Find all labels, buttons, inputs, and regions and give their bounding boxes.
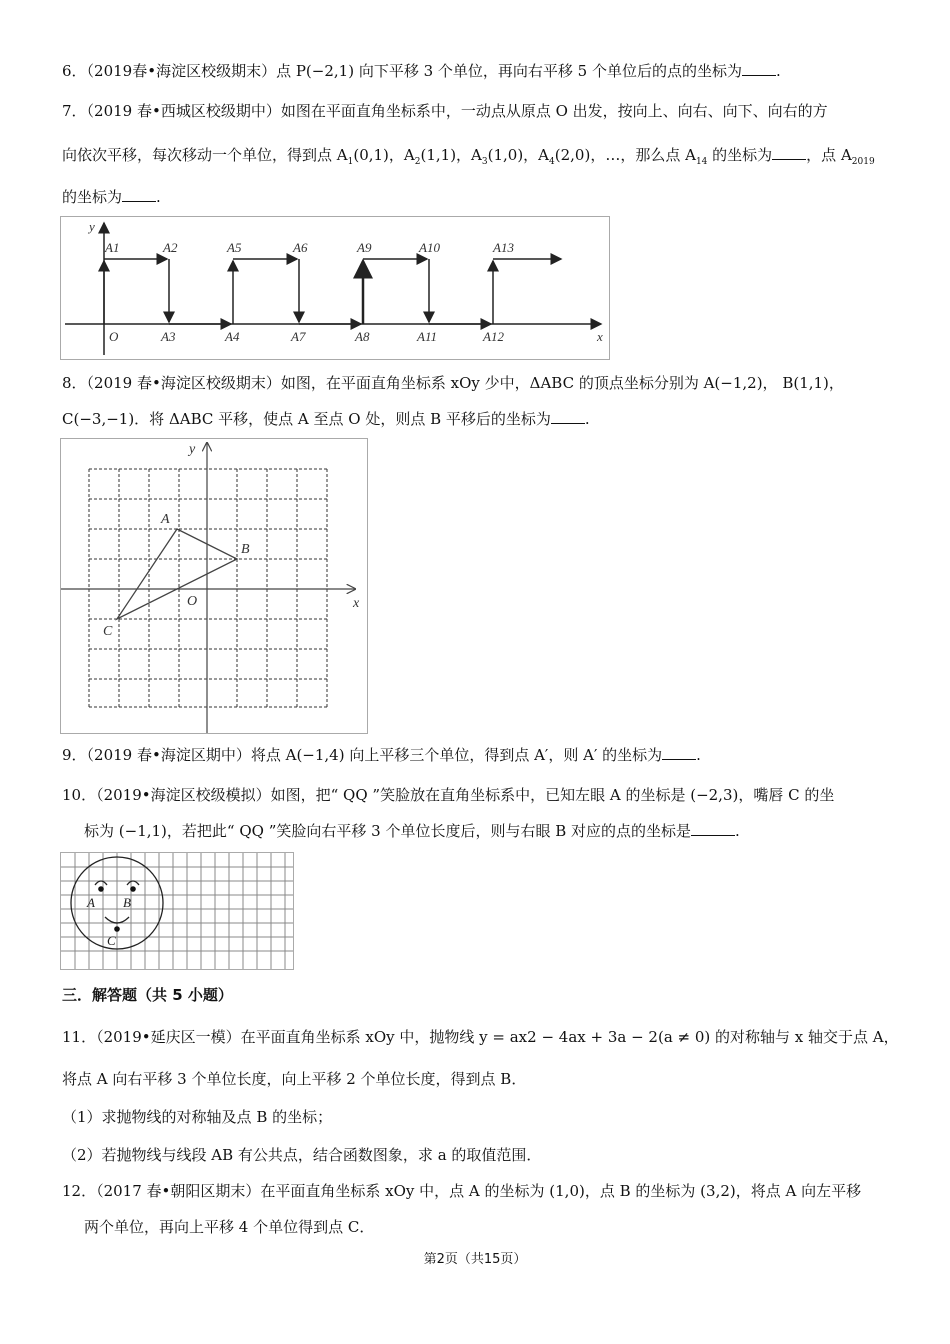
label-a5: A5: [227, 240, 242, 255]
question-11-sub-1: [62, 1106, 332, 1128]
question-number: 8．: [62, 374, 87, 392]
question-10-line-2: [84, 820, 740, 842]
question-text: 的坐标为: [707, 146, 773, 164]
punct: .: [776, 62, 781, 80]
triangle-abc: [117, 529, 237, 619]
subscript: 2019: [851, 157, 875, 167]
punct: .: [735, 822, 740, 840]
question-7-line-1: [62, 100, 828, 122]
label-x: x: [597, 329, 603, 344]
label-a10: A10: [419, 240, 440, 255]
question-text: （2019春•海淀区校级期末）点 P(−2,1) 向下平移 3 个单位，再向右平移 5 个单位后的点的坐标为: [86, 62, 742, 80]
question-7-line-2: [62, 144, 875, 173]
section-title: 三．解答题（共 5 小题）: [62, 986, 233, 1004]
label-x: x: [353, 596, 360, 611]
label-a9: A9: [357, 240, 372, 255]
question-7-line-3: [62, 186, 161, 208]
label-b: B: [241, 542, 250, 557]
right-eye-dot: [130, 886, 136, 892]
question-text: ，点 A: [806, 146, 852, 164]
answer-blank[interactable]: [122, 187, 156, 202]
question-text: （2019•延庆区一模）在平面直角坐标系 xOy 中，抛物线 y = ax2 − 4ax + 3a − 2(a ≠ 0) 的对称轴与 x 轴交于点 A，: [96, 1028, 899, 1046]
label-a13: A13: [493, 240, 514, 255]
question-number: 10．: [62, 786, 97, 804]
section-heading: [62, 984, 233, 1006]
answer-blank[interactable]: [772, 145, 806, 160]
label-a: A: [161, 512, 170, 527]
question-text: （2019•海淀区校级模拟）如图，把“ QQ ”笑脸放在直角坐标系中，已知左眼 A 的坐标是 (−2,3)，嘴唇 C 的坐: [96, 786, 835, 804]
lip-dot: [114, 926, 120, 932]
answer-blank[interactable]: [551, 409, 585, 424]
question-text: 标为 (−1,1)，若把此“ QQ ”笑脸向右平移 3 个单位长度后，则与右眼 B 对应的点的坐标是: [84, 822, 692, 840]
q10-grid-svg: [61, 853, 293, 969]
q7-path-figure: [60, 216, 610, 360]
question-text: （2019 春•海淀区期中）将点 A(−1,4) 向上平移三个单位，得到点 A′，则 A′ 的坐标为: [86, 746, 663, 764]
question-12-line-1: [62, 1180, 861, 1202]
subscript: 1: [347, 157, 354, 167]
question-text: （2）若抛物线与线段 AB 有公共点，结合函数图象，求 a 的取值范围．: [62, 1146, 542, 1164]
question-text: 向依次平移，每次移动一个单位，得到点 A: [62, 146, 348, 164]
question-number: 12．: [62, 1182, 97, 1200]
label-o: O: [109, 329, 119, 344]
q8-triangle-figure: [60, 438, 368, 734]
question-number: 6．: [62, 62, 87, 80]
question-9: [62, 744, 701, 766]
question-10-line-1: [62, 784, 834, 806]
question-text: 的坐标为: [62, 188, 123, 206]
label-a11: A11: [417, 329, 437, 344]
label-a4: A4: [225, 329, 240, 344]
punct: .: [696, 746, 701, 764]
subscript: 3: [481, 157, 488, 167]
answer-blank[interactable]: [691, 821, 735, 836]
question-text: (1,0)，A: [487, 146, 550, 164]
question-number: 11．: [62, 1028, 97, 1046]
label-b: B: [123, 895, 131, 910]
question-12-line-2: [84, 1216, 374, 1238]
page-number: 第2页（共15页）: [423, 1252, 527, 1267]
q7-path-svg: [61, 217, 609, 359]
label-a12: A12: [483, 329, 504, 344]
subscript: 4: [549, 157, 555, 167]
label-a7: A7: [291, 329, 306, 344]
question-8-line-1: [62, 372, 844, 394]
grid-lines: [61, 853, 293, 969]
question-11-line-2: [62, 1068, 526, 1090]
label-c: C: [107, 933, 116, 948]
path-arrows: [104, 259, 561, 324]
question-text: (1,1)，A: [420, 146, 482, 164]
label-a8: A8: [355, 329, 370, 344]
question-text: 两个单位，再向上平移 4 个单位得到点 C．: [84, 1218, 375, 1236]
question-text: （2017 春•朝阳区期末）在平面直角坐标系 xOy 中，点 A 的坐标为 (1,0)，点 B 的坐标为 (3,2)，将点 A 向左平移: [96, 1182, 862, 1200]
left-eye-dot: [98, 886, 104, 892]
question-text: (0,1)，A: [353, 146, 415, 164]
label-o: O: [187, 594, 198, 609]
question-number: 9．: [62, 746, 87, 764]
left-eyebrow: [95, 881, 107, 885]
label-y: y: [189, 442, 196, 457]
label-y: y: [89, 219, 95, 234]
punct: .: [156, 188, 161, 206]
question-number: 7．: [62, 102, 87, 120]
question-text: （1）求抛物线的对称轴及点 B 的坐标；: [62, 1108, 333, 1126]
answer-blank[interactable]: [742, 61, 776, 76]
punct: .: [584, 410, 590, 428]
label-c: C: [103, 624, 113, 639]
question-text: C(−3,−1)．将 ΔABC 平移，使点 A 至点 O 处，则点 B 平移后的坐标为: [62, 410, 551, 428]
question-8-line-2: [62, 408, 590, 430]
question-11-line-1: [62, 1026, 899, 1048]
q8-grid-svg: [61, 439, 367, 733]
grid-lines: [89, 469, 327, 707]
right-eyebrow: [127, 881, 139, 885]
q10-face-figure: [60, 852, 294, 970]
subscript: 2: [414, 157, 421, 167]
page-footer: [0, 1248, 950, 1267]
question-text: 将点 A 向右平移 3 个单位长度，向上平移 2 个单位长度，得到点 B．: [62, 1070, 527, 1088]
label-a1: A1: [105, 240, 120, 255]
label-a2: A2: [163, 240, 178, 255]
label-a: A: [87, 895, 95, 910]
label-a3: A3: [161, 329, 176, 344]
question-text: (2,0)，…，那么点 A: [554, 146, 696, 164]
question-text: （2019 春•海淀区校级期末）如图，在平面直角坐标系 xOy 少中，ΔABC 的顶点坐标分别为 A(−1,2)， B(1,1)，: [86, 374, 844, 392]
label-a6: A6: [293, 240, 308, 255]
question-11-sub-2: [62, 1144, 541, 1166]
subscript: 14: [695, 157, 708, 167]
question-6: [62, 60, 781, 82]
question-text: （2019 春•西城区校级期中）如图在平面直角坐标系中，一动点从原点 O 出发，按向上、向右、向下、向右的方: [86, 102, 828, 120]
answer-blank[interactable]: [662, 745, 696, 760]
